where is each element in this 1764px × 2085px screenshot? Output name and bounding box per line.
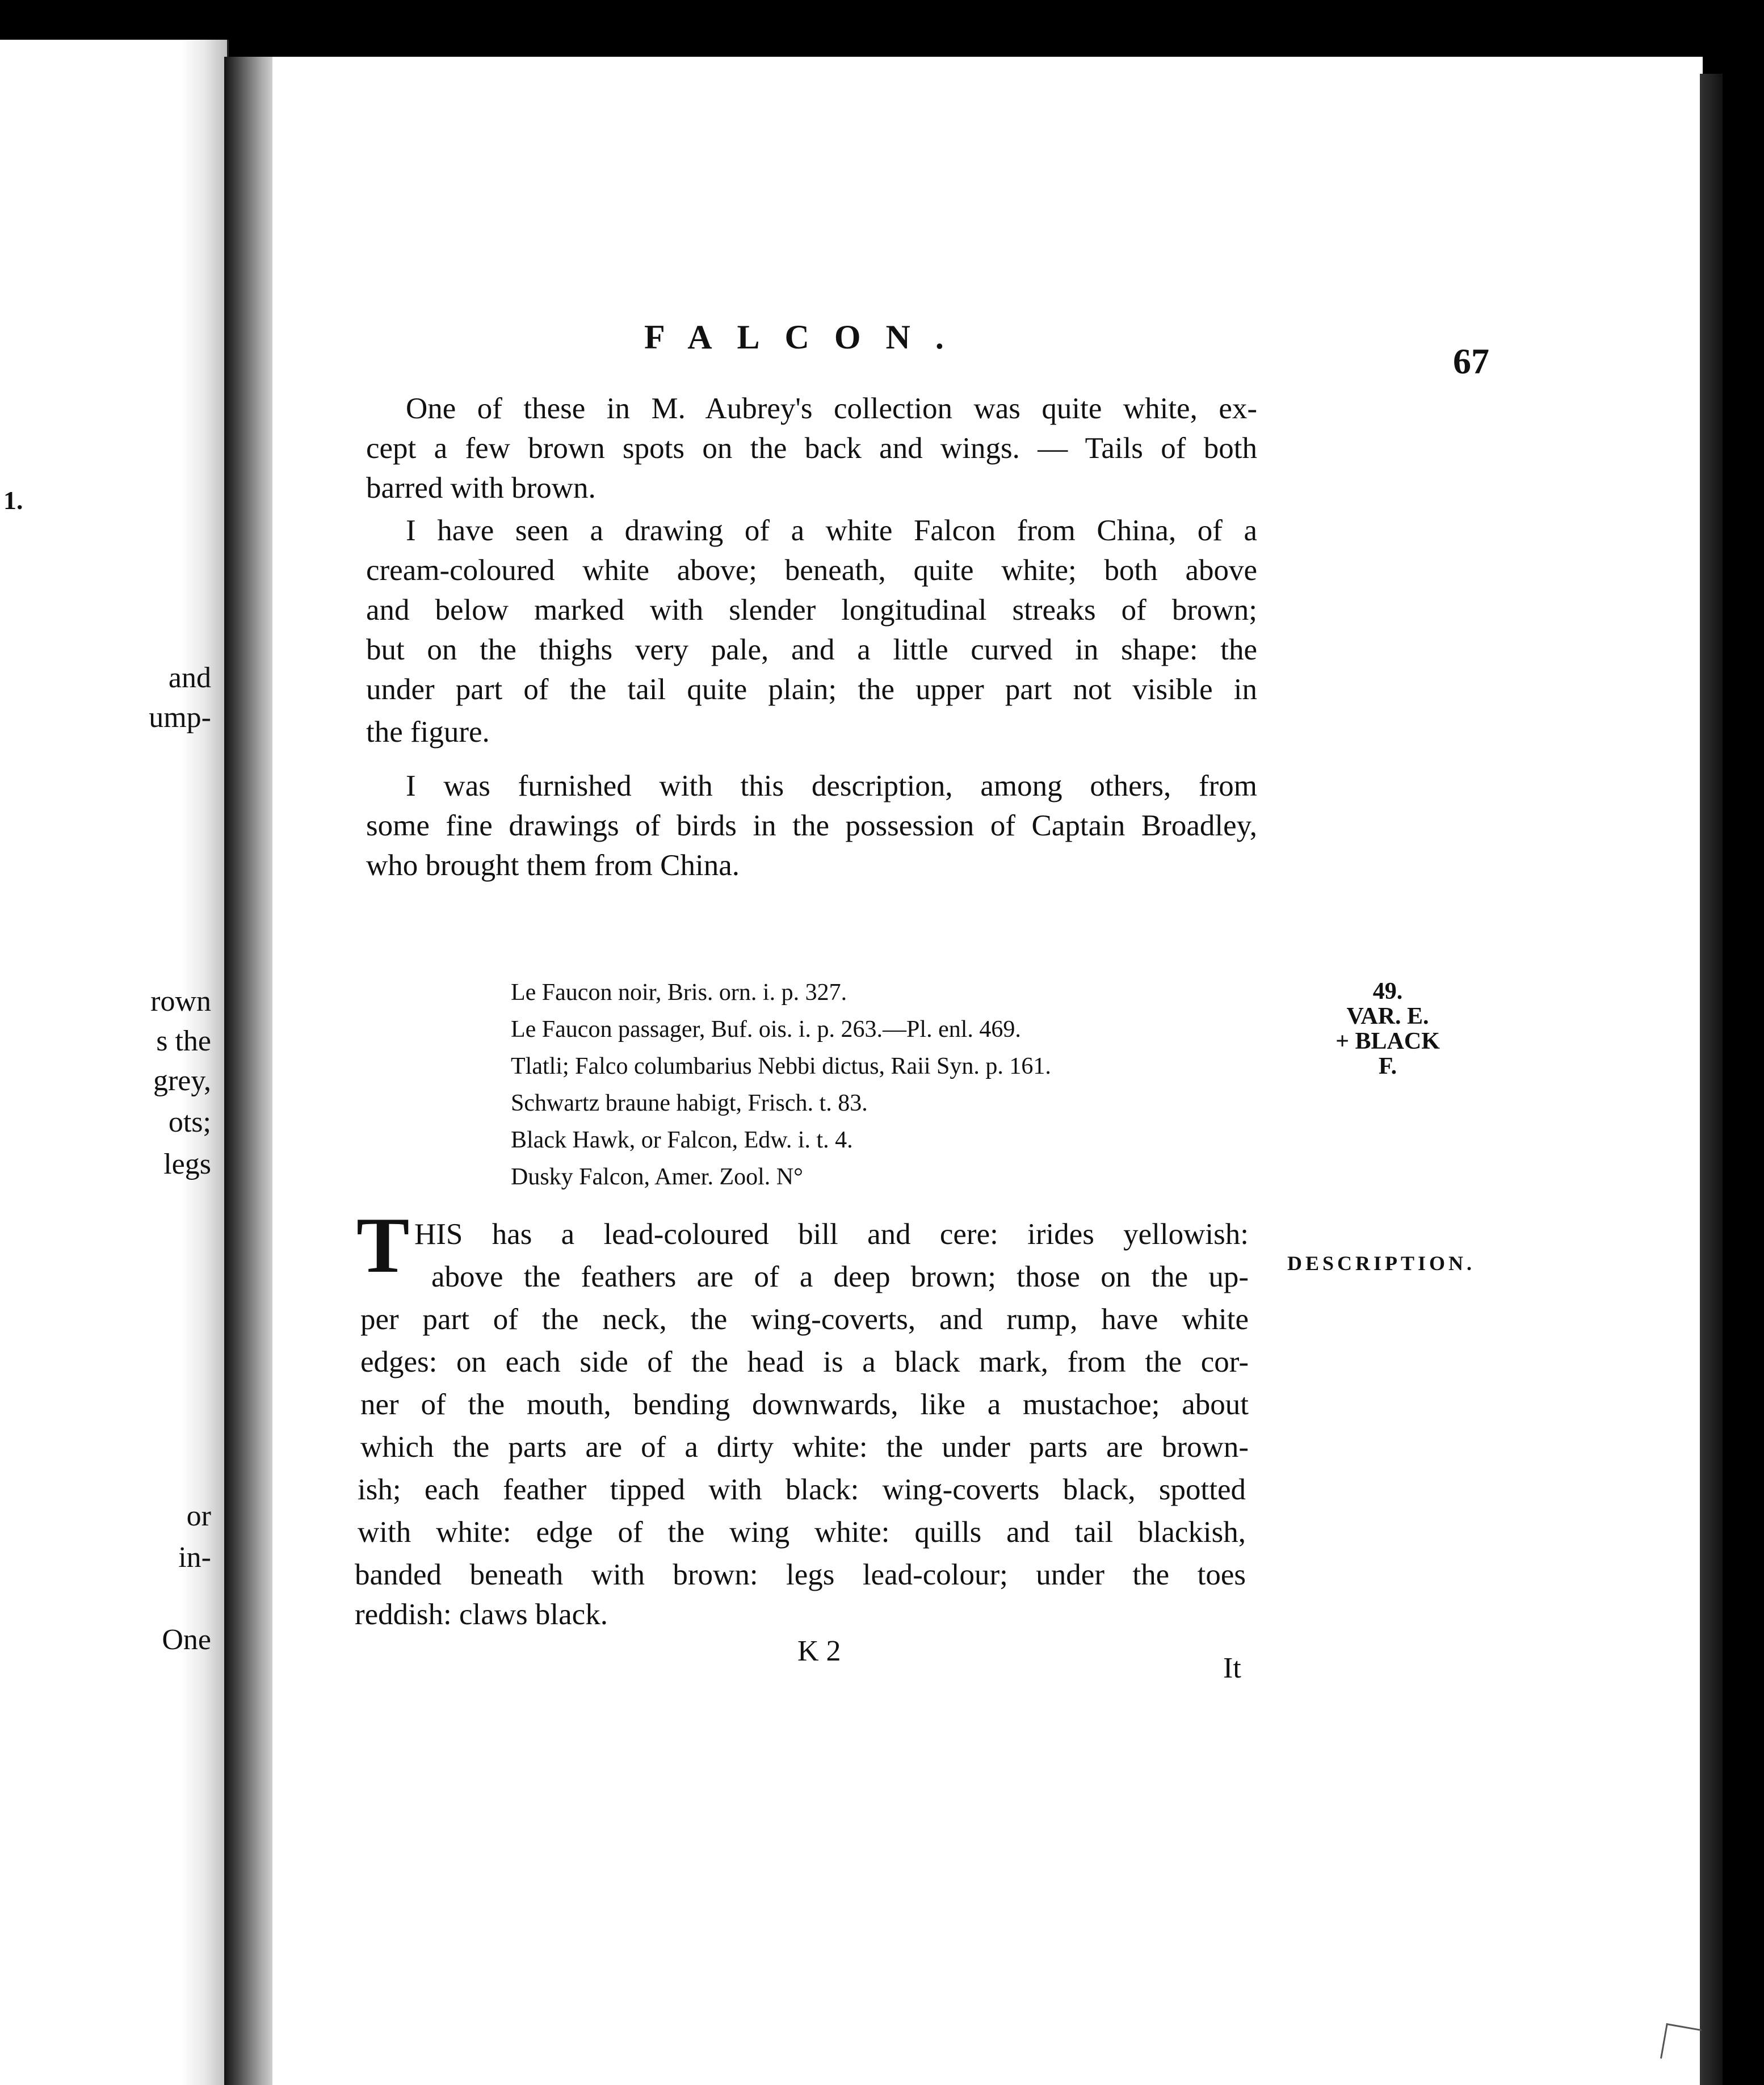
catchword: It xyxy=(1223,1652,1241,1684)
text-line: cream-coloured white above; beneath, quite white; both above xyxy=(366,554,1257,587)
left-fragment: One xyxy=(162,1624,211,1656)
synonym-line: Tlatli; Falco columbarius Nebbi dictus, Raii Syn. p. 161. xyxy=(511,1053,1051,1079)
text-line: cept a few brown spots on the back and wings. — Tails of both xyxy=(366,432,1257,465)
left-fragment: in- xyxy=(178,1541,211,1574)
text-line: HIS has a lead-coloured bill and cere: irides yellowish: xyxy=(414,1218,1249,1251)
margin-note-var: VAR. E. xyxy=(1346,1003,1429,1030)
left-fragment: or xyxy=(186,1500,211,1532)
text-line: under part of the tail quite plain; the upper part not visible in xyxy=(366,673,1257,706)
left-fragment: rown xyxy=(150,985,211,1018)
text-line: but on the thighs very pale, and a little curved in shape: the xyxy=(366,633,1257,666)
text-line: I have seen a drawing of a white Falcon from China, of a xyxy=(406,514,1257,547)
left-page xyxy=(0,40,229,2085)
margin-note-letter: F. xyxy=(1378,1053,1397,1080)
text-line: which the parts are of a dirty white: the under parts are brown- xyxy=(360,1431,1249,1464)
margin-note-name: + BLACK xyxy=(1335,1028,1440,1055)
text-line: banded beneath with brown: legs lead-colour; under the toes xyxy=(355,1558,1246,1591)
left-fragment: ump- xyxy=(149,701,211,734)
left-fragment: legs xyxy=(163,1148,211,1180)
text-line: above the feathers are of a deep brown; those on the up- xyxy=(431,1260,1249,1293)
synonym-line: Dusky Falcon, Amer. Zool. N° xyxy=(511,1164,803,1190)
left-fragment: s the xyxy=(156,1025,211,1057)
page-edge xyxy=(1700,74,1723,2085)
text-line: who brought them from China. xyxy=(366,849,740,882)
synonym-line: Black Hawk, or Falcon, Edw. i. t. 4. xyxy=(511,1127,853,1153)
signature-mark: K 2 xyxy=(797,1635,841,1667)
synonym-line: Le Faucon noir, Bris. orn. i. p. 327. xyxy=(511,980,847,1006)
left-fragment: ots; xyxy=(168,1106,211,1138)
description-label: DESCRIPTION. xyxy=(1287,1252,1476,1275)
margin-note xyxy=(1280,979,1496,1079)
text-line: One of these in M. Aubrey's collection was quite white, ex- xyxy=(406,392,1257,425)
drop-cap: T xyxy=(356,1201,410,1289)
synonym-line: Le Faucon passager, Buf. ois. i. p. 263.—Pl. enl. 469. xyxy=(511,1016,1021,1042)
text-line: ish; each feather tipped with black: wing-coverts black, spotted xyxy=(358,1473,1246,1506)
left-fragment: and xyxy=(168,662,211,694)
text-line: with white: edge of the wing white: quills and tail blackish, xyxy=(358,1516,1246,1549)
text-line: per part of the neck, the wing-coverts, and rump, have white xyxy=(360,1303,1249,1336)
text-line: the figure. xyxy=(366,716,490,749)
text-line: ner of the mouth, bending downwards, like a mustachoe; about xyxy=(360,1388,1249,1421)
running-head: FALCON. xyxy=(644,318,969,356)
left-fragment: grey, xyxy=(153,1065,211,1097)
left-margin-mark: 1. xyxy=(3,486,23,515)
page-number: 67 xyxy=(1453,341,1489,381)
text-line: edges: on each side of the head is a black mark, from the cor- xyxy=(360,1346,1249,1378)
synonym-line: Schwartz braune habigt, Frisch. t. 83. xyxy=(511,1090,868,1116)
text-line: reddish: claws black. xyxy=(355,1598,608,1631)
text-line: some fine drawings of birds in the possession of Captain Broadley, xyxy=(366,809,1257,842)
text-line: I was furnished with this description, among others, from xyxy=(406,770,1257,802)
margin-note-number: 49. xyxy=(1372,978,1403,1004)
text-line: and below marked with slender longitudinal streaks of brown; xyxy=(366,594,1257,627)
page-corner-curl xyxy=(1660,2023,1702,2065)
text-line: barred with brown. xyxy=(366,472,596,505)
